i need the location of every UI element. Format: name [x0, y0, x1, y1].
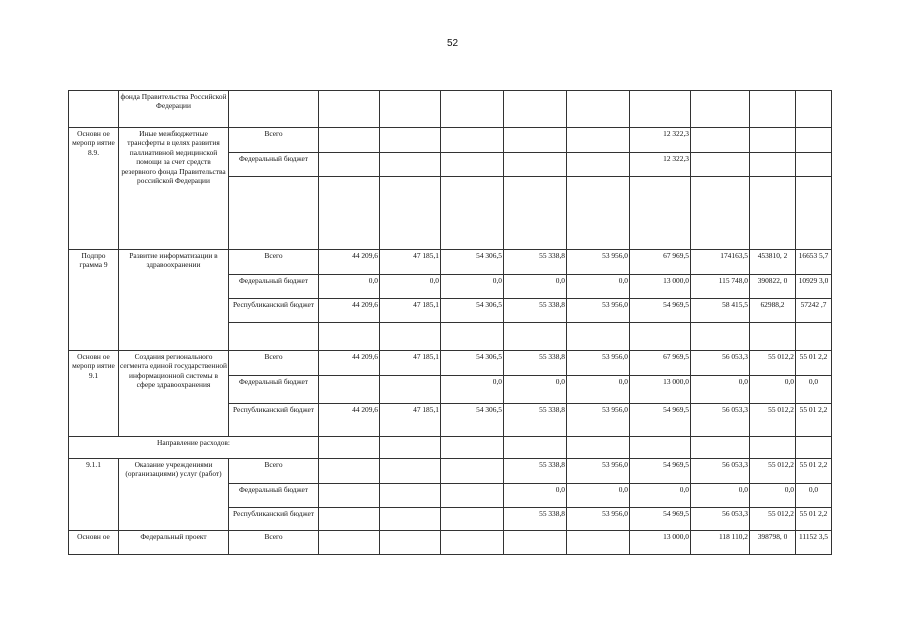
value-cell: 10929 3,0 — [796, 275, 832, 299]
source-label: Всего — [229, 128, 319, 153]
value-cell: 55 01 2,2 — [796, 508, 832, 531]
value-cell: 0,0 — [750, 484, 796, 508]
value-cell: 13 000,0 — [630, 376, 691, 404]
value-cell: 47 185,1 — [380, 250, 441, 275]
table-row — [69, 91, 832, 128]
source-label: Федеральный бюджет — [229, 376, 319, 404]
value-cell: 55 012,2 — [750, 404, 796, 437]
value-cell: 55 338,8 — [504, 404, 567, 437]
value-cell: 53 956,0 — [567, 508, 630, 531]
source-label: Федеральный бюджет — [229, 275, 319, 299]
expense-direction-label: Направление расходов: — [69, 437, 319, 459]
budget-table — [68, 90, 832, 555]
value-cell: 0,0 — [691, 376, 750, 404]
value-cell: 398798, 0 — [750, 531, 796, 555]
row-name: Развитие информатизации в здравоохранении — [119, 250, 229, 351]
value-cell: 453810, 2 — [750, 250, 796, 275]
source-label: Всего — [229, 351, 319, 376]
value-cell: 54 969,5 — [630, 299, 691, 323]
table-row — [69, 459, 832, 484]
value-cell: 67 969,5 — [630, 250, 691, 275]
program-name: фонда Правительства Российской Федерации — [119, 91, 229, 128]
value-cell: 0,0 — [567, 275, 630, 299]
value-cell — [441, 459, 504, 484]
value-cell: 54 969,5 — [630, 459, 691, 484]
value-cell: 54 306,5 — [441, 351, 504, 376]
value-cell: 53 956,0 — [567, 459, 630, 484]
value-cell: 55 338,8 — [504, 299, 567, 323]
value-cell: 0,0 — [504, 275, 567, 299]
value-cell: 62988,2 — [750, 299, 796, 323]
value-cell: 55 338,8 — [504, 351, 567, 376]
value-cell — [319, 459, 380, 484]
value-cell: 0,0 — [750, 376, 796, 404]
value-cell: 47 185,1 — [380, 404, 441, 437]
value-cell: 56 053,3 — [691, 351, 750, 376]
value-cell: 0,0 — [567, 376, 630, 404]
source-label: Федеральный бюджет — [229, 484, 319, 508]
value-cell: 12 322,3 — [630, 128, 691, 153]
value-cell: 55 338,8 — [504, 459, 567, 484]
value-cell: 47 185,1 — [380, 299, 441, 323]
source-label: Республиканский бюджет — [229, 508, 319, 531]
value-cell: 57242 ,7 — [796, 299, 832, 323]
value-cell: 0,0 — [691, 484, 750, 508]
row-name: Иные межбюджетные трансферты в целях развития паллиативной медицинской помощи за счет средств резервного фонда Правительства российской Федерации — [119, 128, 229, 250]
value-cell: 55 01 2,2 — [796, 404, 832, 437]
value-cell: 56 053,3 — [691, 508, 750, 531]
value-cell — [441, 484, 504, 508]
value-cell: 44 209,6 — [319, 250, 380, 275]
value-cell: 58 415,5 — [691, 299, 750, 323]
value-cell: 44 209,6 — [319, 299, 380, 323]
value-cell: 174163,5 — [691, 250, 750, 275]
value-cell: 53 956,0 — [567, 404, 630, 437]
source-label: Всего — [229, 531, 319, 555]
value-cell: 118 110,2 — [691, 531, 750, 555]
value-cell — [380, 508, 441, 531]
row-code: Основн ое меропр иятие 8.9. — [69, 128, 119, 250]
page-number: 52 — [446, 38, 459, 49]
value-cell: 53 956,0 — [567, 250, 630, 275]
source-label: Всего — [229, 250, 319, 275]
row-name: Федеральный проект — [119, 531, 229, 555]
value-cell: 44 209,6 — [319, 404, 380, 437]
source-label: Республиканский бюджет — [229, 299, 319, 323]
value-cell — [319, 484, 380, 508]
value-cell: 55 01 2,2 — [796, 351, 832, 376]
value-cell: 55 338,8 — [504, 250, 567, 275]
value-cell: 67 969,5 — [630, 351, 691, 376]
source-label: Республиканский бюджет — [229, 404, 319, 437]
value-cell: 0,0 — [796, 484, 832, 508]
value-cell: 0,0 — [504, 376, 567, 404]
value-cell — [441, 508, 504, 531]
value-cell — [380, 484, 441, 508]
value-cell: 0,0 — [319, 275, 380, 299]
value-cell: 0,0 — [441, 376, 504, 404]
value-cell: 44 209,6 — [319, 351, 380, 376]
value-cell: 56 053,3 — [691, 459, 750, 484]
value-cell — [319, 508, 380, 531]
value-cell: 54 306,5 — [441, 404, 504, 437]
value-cell: 54 306,5 — [441, 250, 504, 275]
source-label: Федеральный бюджет — [229, 153, 319, 177]
value-cell: 55 338,8 — [504, 508, 567, 531]
value-cell: 12 322,3 — [630, 153, 691, 177]
value-cell: 53 956,0 — [567, 299, 630, 323]
value-cell: 115 748,0 — [691, 275, 750, 299]
value-cell: 56 053,3 — [691, 404, 750, 437]
row-code: Основн ое меропр иятие 9.1 — [69, 351, 119, 437]
source-label: Всего — [229, 459, 319, 484]
value-cell: 47 185,1 — [380, 351, 441, 376]
row-name: Оказание учреждениями (организациями) услуг (работ) — [119, 459, 229, 531]
value-cell: 13 000,0 — [630, 531, 691, 555]
value-cell — [380, 376, 441, 404]
value-cell: 54 969,5 — [630, 404, 691, 437]
table-row — [69, 531, 832, 555]
value-cell — [380, 459, 441, 484]
table-row — [69, 128, 832, 153]
value-cell: 13 000,0 — [630, 275, 691, 299]
row-code: Основн ое — [69, 531, 119, 555]
value-cell: 53 956,0 — [567, 351, 630, 376]
value-cell: 0,0 — [380, 275, 441, 299]
value-cell: 55 012,2 — [750, 508, 796, 531]
table-row — [69, 250, 832, 275]
value-cell: 16653 5,7 — [796, 250, 832, 275]
value-cell: 390822, 0 — [750, 275, 796, 299]
value-cell: 54 306,5 — [441, 299, 504, 323]
value-cell: 0,0 — [441, 275, 504, 299]
value-cell: 0,0 — [504, 484, 567, 508]
value-cell — [319, 376, 380, 404]
table-row — [69, 351, 832, 376]
value-cell: 0,0 — [567, 484, 630, 508]
value-cell: 0,0 — [796, 376, 832, 404]
value-cell: 55 01 2,2 — [796, 459, 832, 484]
value-cell: 0,0 — [630, 484, 691, 508]
row-code: 9.1.1 — [69, 459, 119, 531]
value-cell: 54 969,5 — [630, 508, 691, 531]
value-cell: 55 012,2 — [750, 459, 796, 484]
row-name: Создания регионального сегмента единой государственной информационной системы в сфере здравоохранения — [119, 351, 229, 437]
value-cell: 11152 3,5 — [796, 531, 832, 555]
row-code: Подпро грамма 9 — [69, 250, 119, 351]
value-cell: 55 012,2 — [750, 351, 796, 376]
table-row — [69, 437, 832, 459]
